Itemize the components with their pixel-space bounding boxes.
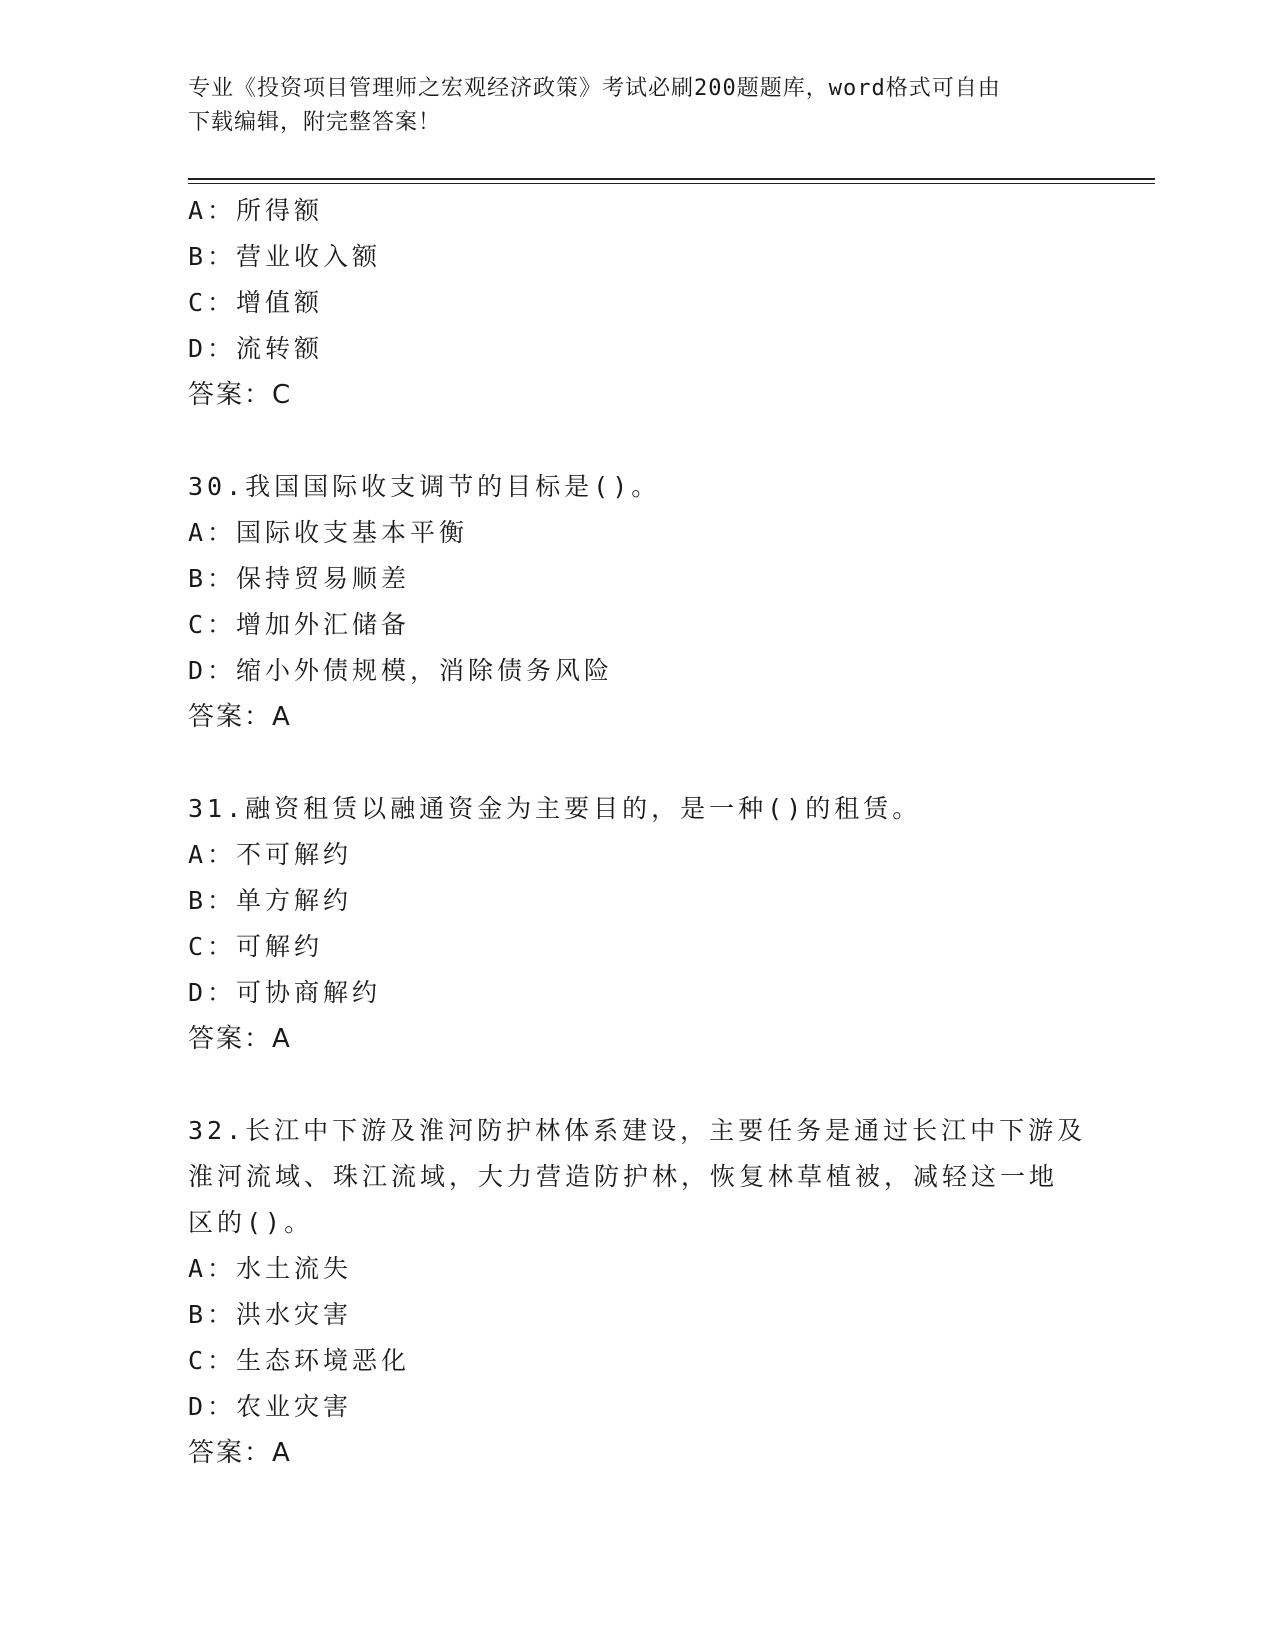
answer-line: 答案：A: [188, 1438, 292, 1468]
header-rule-thick: [188, 178, 1155, 180]
option-a: A：所得额: [188, 196, 324, 225]
option-a: A：水土流失: [188, 1254, 353, 1283]
header-rule-thin: [188, 183, 1155, 184]
question-block-partial: [188, 188, 1088, 418]
option-d: D：农业灾害: [188, 1392, 353, 1421]
question-stem-line-3: 区的()。: [188, 1208, 314, 1237]
question-block-31: [188, 786, 1088, 1062]
header-line-2: 下载编辑，附完整答案！: [188, 110, 442, 135]
answer-line: 答案：A: [188, 1024, 292, 1054]
option-b: B：单方解约: [188, 886, 353, 915]
question-stem: 31.融资租赁以融通资金为主要目的，是一种()的租赁。: [188, 794, 922, 823]
question-stem-line-1: 32.长江中下游及淮河防护林体系建设，主要任务是通过长江中下游及: [188, 1116, 1087, 1145]
question-block-32: [188, 1108, 1088, 1476]
option-a: A：不可解约: [188, 840, 353, 869]
option-a: A：国际收支基本平衡: [188, 518, 469, 547]
option-b: B：洪水灾害: [188, 1300, 353, 1329]
answer-line: 答案：A: [188, 702, 292, 732]
question-list: [188, 188, 1088, 1476]
option-b: B：保持贸易顺差: [188, 564, 411, 593]
option-d: D：缩小外债规模，消除债务风险: [188, 656, 614, 685]
document-header: [188, 72, 1088, 140]
option-b: B：营业收入额: [188, 242, 382, 271]
question-stem-line-2: 淮河流域、珠江流域，大力营造防护林，恢复林草植被，减轻这一地: [188, 1162, 1059, 1191]
option-d: D：流转额: [188, 334, 324, 363]
answer-line: 答案：C: [188, 380, 293, 410]
header-line-1: 专业《投资项目管理师之宏观经济政策》考试必刷200题题库，word格式可自由: [188, 76, 1001, 101]
question-stem: 30.我国国际收支调节的目标是()。: [188, 472, 661, 501]
option-c: C：增加外汇储备: [188, 610, 411, 639]
option-c: C：可解约: [188, 932, 324, 961]
question-block-30: [188, 464, 1088, 740]
option-c: C：增值额: [188, 288, 324, 317]
option-d: D：可协商解约: [188, 978, 382, 1007]
option-c: C：生态环境恶化: [188, 1346, 411, 1375]
